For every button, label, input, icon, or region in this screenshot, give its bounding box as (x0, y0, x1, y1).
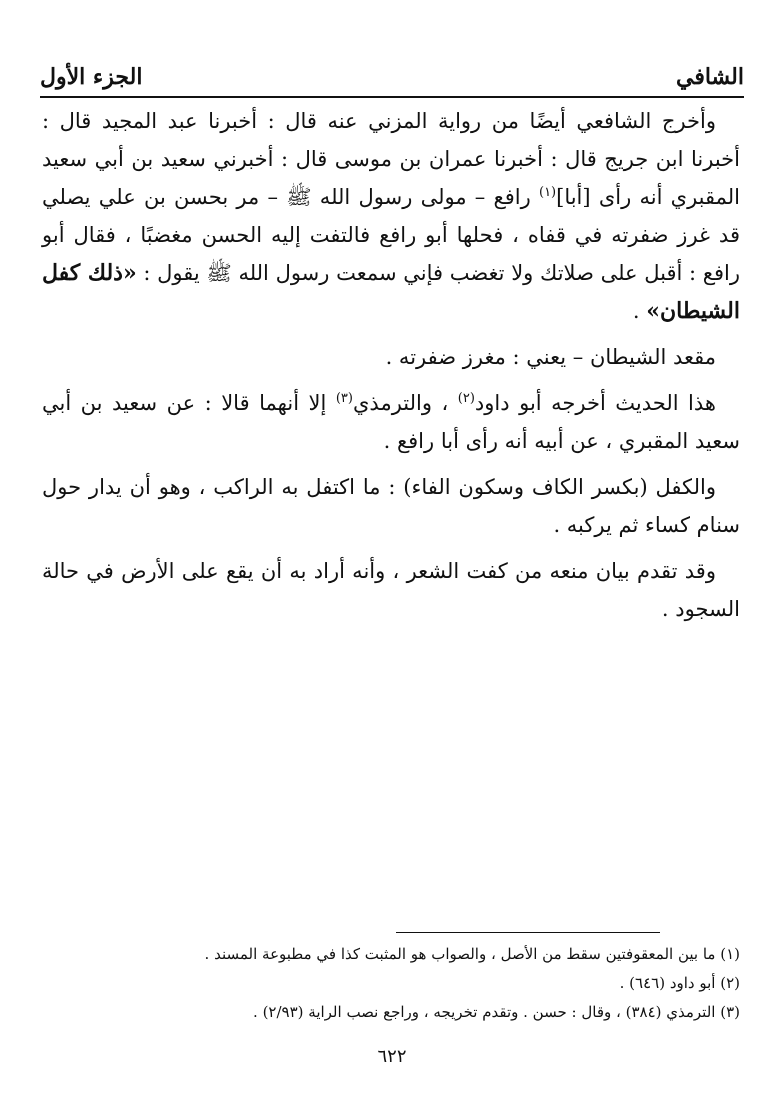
paragraph-2 (42, 338, 740, 376)
footnote-2: (٢) أبو داود (٦٤٦) . (619, 974, 740, 992)
footnote-reference: (٢) (457, 391, 475, 406)
text-segment: مقعد الشيطان – يعني : مغرز ضفرته . (385, 345, 716, 369)
paragraph-5 (42, 552, 740, 628)
text-segment: رافع – مولى رسول الله ﷺ – مر بحسن بن علي يصلي قد غرز ضفرته في قفاه ، فحلها أبو رافع فالتفت إليه الحسن مغضبًا ، فقال أبو رافع : أقبل على صلاتك ولا تغضب فإني سمعت رسول الله ﷺ يقول : (42, 185, 740, 285)
footnote-reference: (١) (538, 185, 557, 200)
page-number: ٦٢٢ (377, 1046, 407, 1067)
main-text (42, 102, 740, 636)
paragraph-4 (42, 468, 740, 544)
footnote-separator (396, 932, 660, 933)
text-segment: وأخرج الشافعي أيضًا من رواية المزني عنه قال : أخبرنا عبد المجيد قال : أخبرنا ابن جريج قال : أخبرنا عمران بن موسى قال : أخبرني سعيد بن أبي سعيد المقبري أنه رأى [أبا] (42, 109, 741, 209)
text-segment: ، والترمذي (352, 391, 458, 415)
text-segment: وقد تقدم بيان منعه من كفت الشعر ، وأنه أراد به أن يقع على الأرض في حالة السجود . (42, 559, 740, 621)
text-segment: هذا الحديث أخرجه أبو داود (474, 391, 716, 415)
text-segment: إلا أنهما قالا : عن سعيد بن أبي سعيد المقبري ، عن أبيه أنه رأى أبا رافع . (42, 391, 740, 453)
running-header (40, 50, 744, 98)
paragraph-3 (42, 384, 740, 460)
text-segment: والكفل (بكسر الكاف وسكون الفاء) : ما اكتفل به الراكب ، وهو أن يدار حول سنام كساء ثم يركبه . (42, 475, 740, 537)
header-book-title: الشافي (676, 64, 744, 90)
header-volume-title: الجزء الأول (40, 64, 143, 90)
paragraph-1 (42, 102, 740, 330)
footnotes (42, 940, 740, 1027)
footnote-3: (٣) الترمذي (٣٨٤) ، وقال : حسن . وتقدم تخريجه ، وراجع نصب الراية (٢/٩٣) . (253, 1003, 740, 1021)
footnote-1: (١) ما بين المعقوفتين سقط من الأصل ، والصواب هو المثبت كذا في مطبوعة المسند . (204, 945, 740, 963)
text-segment: . (632, 299, 647, 323)
hadith-quote: «ذلك كفل الشيطان» (42, 260, 740, 324)
footnote-reference: (٣) (335, 391, 353, 406)
